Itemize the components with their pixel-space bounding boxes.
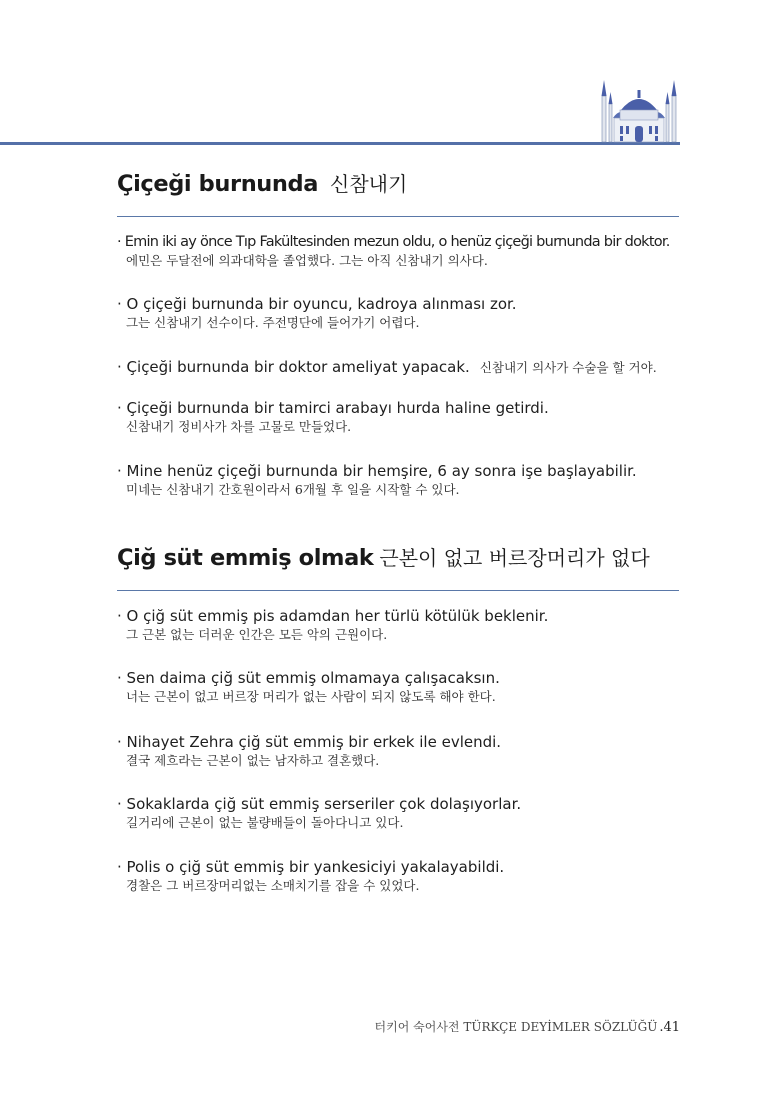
example-turkish: · Polis o çiğ süt emmiş bir yankesiciyi yakalayabildi. — [117, 858, 505, 876]
example-korean: 경찰은 그 버르장머리없는 소매치기를 잡을 수 있었다. — [126, 878, 420, 893]
example-turkish: · Çiçeği burnunda bir doktor ameliyat yapacak. 신참내기 의사가 수술을 할 거야. — [117, 358, 657, 376]
example-korean: 에민은 두달전에 의과대학을 졸업했다. 그는 아직 신참내기 의사다. — [126, 253, 488, 268]
idiom-meaning: 신참내기 — [330, 172, 408, 196]
example-item — [117, 232, 679, 270]
idiom-meaning: 근본이 없고 버르장머리가 없다 — [379, 546, 650, 570]
example-korean: 너는 근본이 없고 버르장 머리가 없는 사람이 되지 않도록 해야 한다. — [126, 689, 496, 704]
example-turkish: · Nihayet Zehra çiğ süt emmiş bir erkek ile evlendi. — [117, 733, 502, 751]
example-korean: 신참내기 의사가 수술을 할 거야. — [479, 360, 657, 375]
example-korean: 미네는 신참내기 간호원이라서 6개월 후 일을 시작할 수 있다. — [126, 482, 460, 497]
example-item — [117, 732, 679, 770]
example-korean: 결국 제흐라는 근본이 없는 남자하고 결혼했다. — [126, 753, 380, 768]
mosque-icon — [596, 74, 682, 146]
page-footer — [375, 1018, 680, 1035]
idiom-title: Çiğ süt emmiş olmak — [117, 545, 374, 571]
example-korean: 길거리에 근본이 없는 불량배들이 돌아다니고 있다. — [126, 815, 404, 830]
example-turkish: · O çiçeği burnunda bir oyuncu, kadroya alınması zor. — [117, 295, 517, 313]
idiom-section-2 — [117, 542, 679, 893]
idiom-title: Çiçeği burnunda — [117, 171, 319, 197]
section-divider — [117, 590, 679, 591]
example-item — [117, 294, 679, 332]
example-turkish: · Sen daima çiğ süt emmiş olmamaya çalışacaksın. — [117, 669, 500, 687]
example-item — [117, 357, 679, 377]
section-divider — [117, 216, 679, 217]
example-item — [117, 794, 679, 832]
example-korean: 신참내기 정비사가 차를 고물로 만들었다. — [126, 419, 352, 434]
example-item — [117, 398, 679, 436]
example-turkish: · Çiçeği burnunda bir tamirci arabayı hurda haline getirdi. — [117, 399, 549, 417]
example-turkish: · Mine henüz çiçeği burnunda bir hemşire, 6 ay sonra işe başlayabilir. — [117, 462, 637, 480]
example-item — [117, 606, 679, 644]
idiom-heading — [117, 168, 679, 208]
idiom-section-1 — [117, 168, 679, 497]
example-item — [117, 857, 679, 895]
example-korean: 그 근본 없는 더러운 인간은 모든 악의 근원이다. — [126, 627, 388, 642]
page-number: .41 — [659, 1020, 680, 1035]
example-turkish: · O çiğ süt emmiş pis adamdan her türlü kötülük beklenir. — [117, 607, 549, 625]
idiom-heading — [117, 542, 679, 582]
example-turkish: · Sokaklarda çiğ süt emmiş serseriler çok dolaşıyorlar. — [117, 795, 522, 813]
example-turkish: · Emin iki ay önce Tıp Fakültesinden mezun oldu, o henüz çiçeği burnunda bir doktor. — [117, 234, 670, 250]
header-rule — [0, 142, 680, 145]
example-item — [117, 461, 679, 499]
example-item — [117, 668, 679, 706]
footer-title: 터키어 숙어사전 TÜRKÇE DEYİMLER SÖZLÜĞÜ — [374, 1020, 658, 1034]
example-korean: 그는 신참내기 선수이다. 주전명단에 들어가기 어렵다. — [126, 315, 420, 330]
